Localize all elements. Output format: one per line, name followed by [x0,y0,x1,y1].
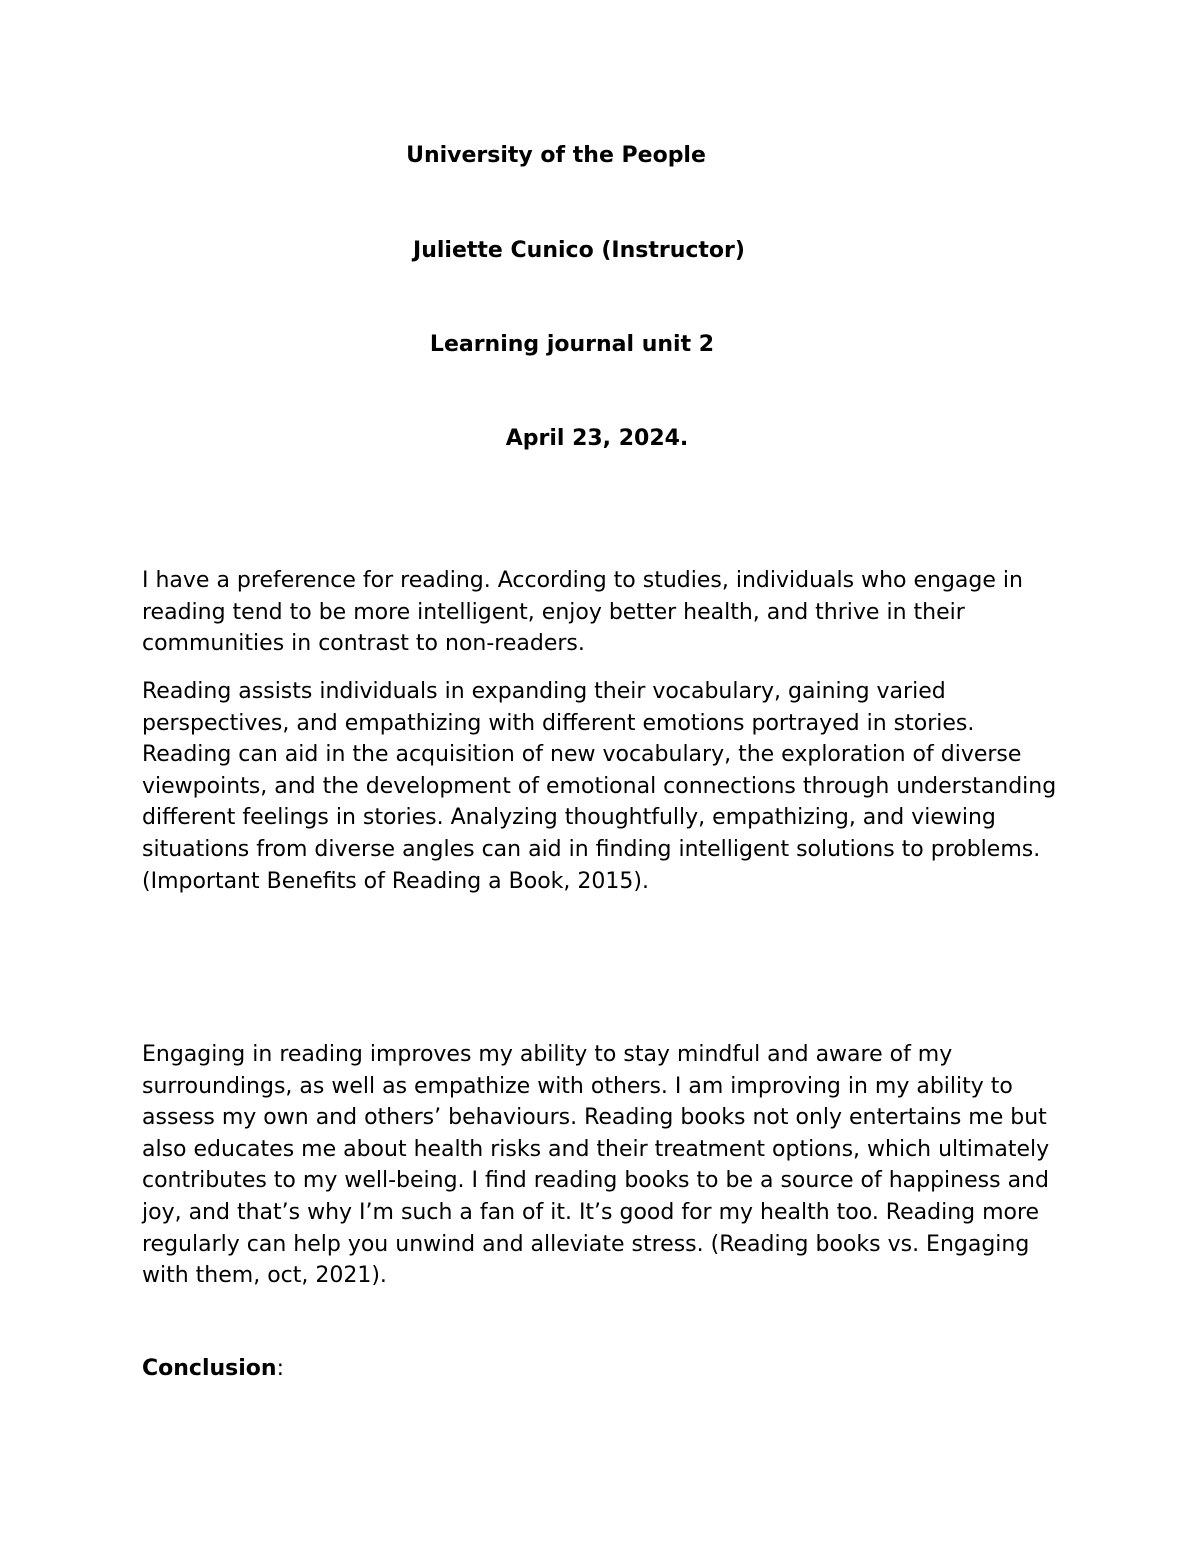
body-paragraph-2: Reading assists individuals in expanding their vocabulary, gaining varied perspectives, and empathizing with different emotions portrayed in stories. Reading can aid in the acquisition of new vocabulary, the exploration of diverse viewpoints, and the development of emotional connections through understanding different feelings in stories. Analyzing thoughtfully, empathizing, and viewing situations from diverse angles can aid in finding intelligent solutions to problems. (Important Benefits of Reading a Book, 2015). [142,679,1057,894]
instructor-heading: Juliette Cunico (Instructor) [413,238,745,263]
body-paragraph-1: I have a preference for reading. According to studies, individuals who engage in reading tend to be more intelligent, enjoy better health, and thrive in their communities in contrast to non-readers. [142,568,1023,657]
body-paragraph-3: Engaging in reading improves my ability to stay mindful and aware of my surroundings, as well as empathize with others. I am improving in my ability to assess my own and others’ behaviours. Reading books not only entertains me but also educates me about health risks and their treatment options, which ultimately contributes to my well-being. I find reading books to be a source of happiness and joy, and that’s why I’m such a fan of it. It’s good for my health too. Reading more regularly can help you unwind and alleviate stress. (Reading books vs. Engaging with them, oct, 2021). [142,1042,1050,1289]
conclusion-colon: : [276,1356,284,1381]
conclusion-label: Conclusion [142,1356,277,1381]
institution-heading: University of the People [406,143,706,168]
conclusion-heading [142,1353,284,1384]
date-heading: April 23, 2024. [505,426,689,451]
assignment-heading: Learning journal unit 2 [429,332,715,357]
